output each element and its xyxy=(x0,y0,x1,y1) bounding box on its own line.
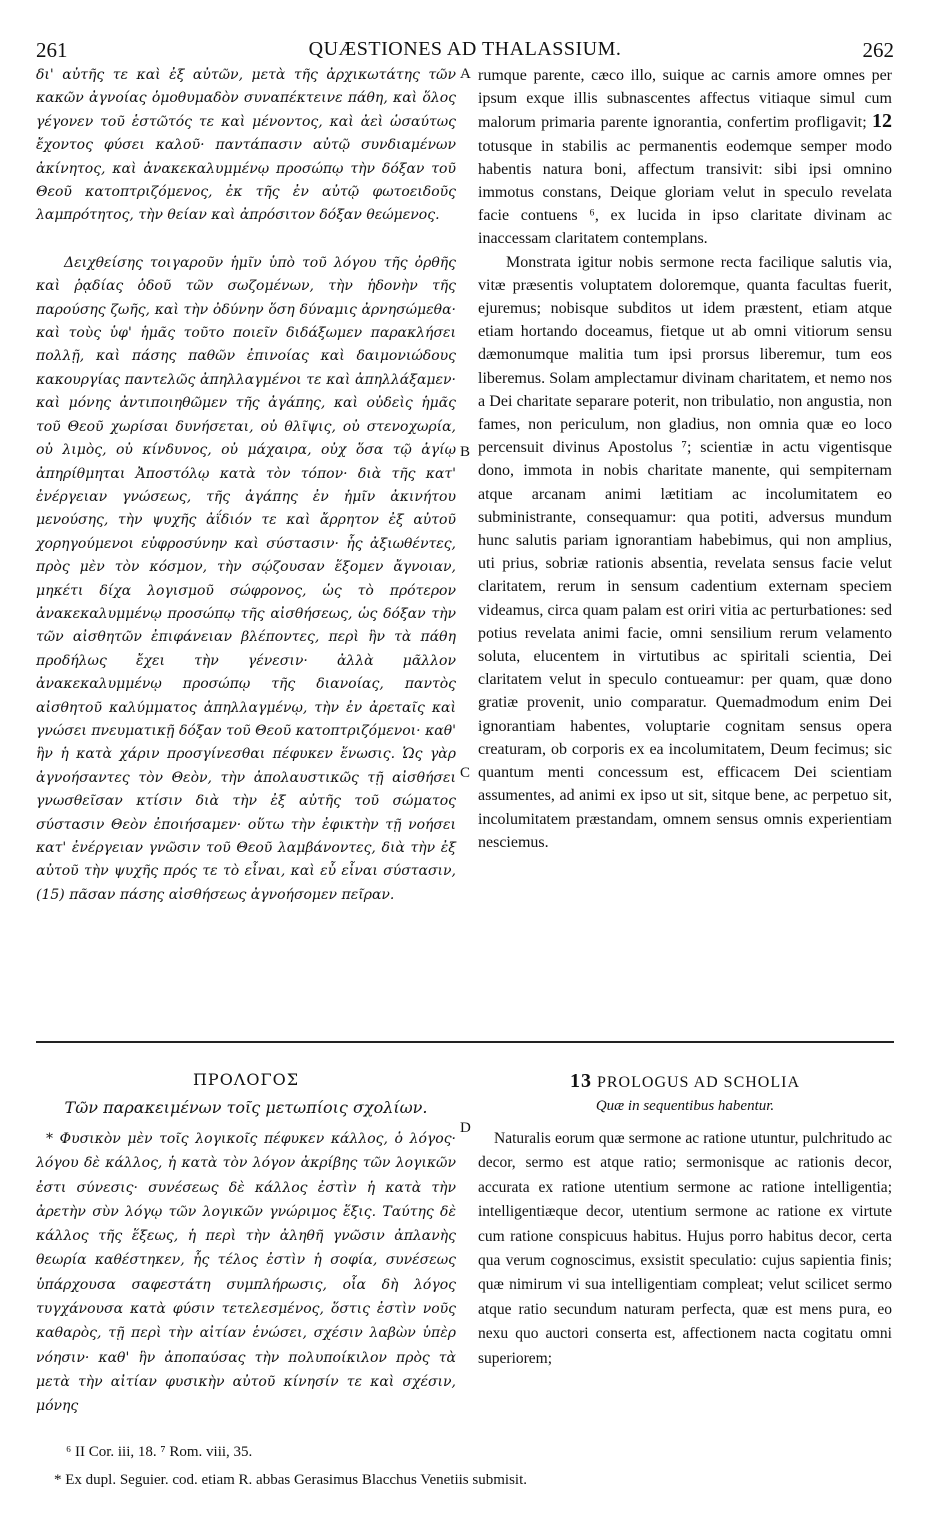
left-page-number: 261 xyxy=(36,38,68,62)
greek-prologue-subtitle: Τῶν παρακειμένων τοῖς μετωπίοις σχολίων. xyxy=(64,1098,428,1117)
greek-column-bottom xyxy=(36,1127,456,1419)
right-page-number: 262 xyxy=(862,38,894,62)
latin-paragraph-2: Monstrata igitur nobis sermone recta facilique salutis via, vitæ præsentis voluptatem doloremque, quanta facultas fuerit, ejuremus; nobisque subditos ut idem præstent, etiam atque etiam hortando doceamus, fietque ut ab omni vitiorum sensu dæmonumque malitia tum ipsi prorsus liberemur, tum eos liberemus. Solam amplectamur divinam charitatem, et nemo nos a Dei charitate separare poterit, non tribulatio, non angustia, non fames, non periculum, non gladius, non omnia quæ eo loco percensuit divinus Apostolus ⁷; scientiæ in actu vigentisque dono, immota in nobis charitate manente, qui sempiternam atque arcanam animi lætitiam ac incolumitatem eo subministrante, consequamur: qua potiti, adversus mundum hunc salutis pariam ignorantiam habebimus, qui non amplius, uti prius, sobriæ rationis absentia, revelata sensus facie velut claritatem, rerum in sensum cadentium externam speciem videamus, circa quam palam est oriri vitia ac perturbationes: sed potius revelata animi facie, omni sensilium rerum velamento soluta, elucentem in virtutibus ac spiritali scientia, Dei claritatem velut in speculo contueamur: per quam, quæ dono gratiæ provenit, unio comparatur. Quemadmodum enim Dei ignorantiam habentes, voluptarie cognitam sensus opera creaturam, ob corporis ex ea incolumitatem, Deum fecimus; sic quantum menti concessum est, efficacem Dei scientiam assumentes, ad animi ex ipso ut sit, sitque bene, ac perpetuo sit, incolumitatem præstandam, omnem sensus omnis experientiam nesciemus. xyxy=(478,253,892,851)
source-footnote: * Ex dupl. Seguier. cod. etiam R. abbas Gerasimus Blacchus Venetiis submisit. xyxy=(54,1472,527,1488)
latin-prologue-subtitle: Quæ in sequentibus habentur. xyxy=(595,1098,775,1114)
margin-letter-c: C xyxy=(460,765,471,781)
margin-letter-d: D xyxy=(460,1120,471,1136)
scripture-footnotes: ⁶ II Cor. iii, 18. ⁷ Rom. viii, 35. xyxy=(66,1444,253,1460)
latin-column-bottom xyxy=(478,1127,892,1371)
margin-letter-a: A xyxy=(460,66,471,82)
greek-paragraph-1: δι' αὐτῆς τε καὶ ἐξ αὐτῶν, μετὰ τῆς ἀρχικωτάτης τῶν κακῶν ἀγνοίας ὁμοθυμαδὸν συναπέκτεινε πάθη, καὶ ὅλος γέγονεν τοῦ ἑστῶτός τε καὶ μένοντος, καὶ ἀεὶ ὡσαύτως ἔχοντος φύσει καλοῦ· παντάπασιν αὐτῷ συνδιαμένων ἀκίνητος, καὶ ἀνακεκαλυμμένῳ προσώπῳ τὴν δόξαν τοῦ Θεοῦ κατοπτριζόμενος, ἐκ τῆς ἐν αὐτῷ φωτοειδοῦς λαμπρότητος, τὴν θείαν καὶ ἀπρόσιτον δόξαν θεώμενος. xyxy=(36,67,456,224)
column-number-12: 12 xyxy=(872,110,893,133)
greek-paragraph-2: Δειχθείσης τοιγαροῦν ἡμῖν ὑπὸ τοῦ λόγου τῆς ὀρθῆς καὶ ῥᾳδίας ὁδοῦ τῶν σωζομένων, τὴν ἡδονὴν τῆς παρούσης ζωῆς, καὶ τὴν ὀδύνην ὅση δύναμις ἀρνησώμεθα· καὶ τοὺς ὑφ' ἡμᾶς τοῦτο ποιεῖν διδάξωμεν παρακλήσει πολλῇ, καὶ πάσης παθῶν ἐπινοίας καὶ δαιμονιώδους κακουργίας παντελῶς ἀπηλλαγμένοι τε καὶ ἀπηλλάξαμεν· καὶ μόνης ἀντιποιηθῶμεν τῆς ἀγάπης, καὶ οὐδεὶς ἡμᾶς τοῦ Θεοῦ χωρίσαι δυνήσεται, οὐ θλῖψις, οὐ στενοχωρία, οὐ λιμὸς, οὐ κίνδυνος, οὐ μάχαιρα, οὐχ ὅσα τῷ ἁγίῳ ἀπηρίθμηται Ἀποστόλῳ κατὰ τὸν τόπον· διὰ τῆς κατ' ἐνέργειαν γνώσεως, τῆς ἀγάπης ἐν ἡμῖν ἀκινήτου μενούσης, τὴν ψυχῆς ἀΐδιόν τε καὶ ἄρρητον ἐξ αὐτοῦ χορηγούμενοι εὐφροσύνην καὶ σύστασιν· ἧς ἀξιωθέντες, πρὸς μὲν τὸν κόσμον, τὴν σῴζουσαν ἕξομεν ἄγνοιαν, μηκέτι δίχα λογισμοῦ σώφρονος, ὡς τὸ πρότερον ἀνακεκαλυμμένῳ προσώπῳ τῆς αἰσθήσεως, ὡς δόξαν τὴν τῶν αἰσθητῶν ἐπιφάνειαν βλέποντες, περὶ ἣν τὰ πάθη προδήλως ἔχει τὴν γένεσιν· ἀλλὰ μᾶλλον ἀνακεκαλυμμένῳ προσώπῳ τῆς διανοίας, παντὸς αἰσθητοῦ καλύμματος ἀπηλλαγμένῳ, τὴν ἐν ἀρεταῖς καὶ γνώσει πνευματικῇ δόξαν τοῦ Θεοῦ κατοπτριζόμενοι· καθ' ἣν ἡ κατὰ χάριν προσγίνεσθαι πέφυκεν ἕνωσις. Ὡς γὰρ ἀγνοήσαντες τὸν Θεὸν, τὴν ἀπολαυστικῶς τῇ αἰσθήσει γνωσθεῖσαν κτίσιν διὰ τὴν ἐξ αὐτῆς τοῦ σώματος σύστασιν Θεὸν ἐποιήσαμεν· οὕτω τὴν ἐφικτὴν τῇ νοήσει κατ' ἐνέργειαν γνῶσιν τοῦ Θεοῦ λαμβάνοντες, διὰ τὴν ἐξ αὐτοῦ τὴν ψυχῆς πρός τε τὸ εἶναι, καὶ εὖ εἶναι σύστασιν, (15) πᾶσαν πάσης αἰσθήσεως ἀγνοήσομεν πεῖραν. xyxy=(36,254,456,903)
greek-prologue-text: * Φυσικὸν μὲν τοῖς λογικοῖς πέφυκεν κάλλος, ὁ λόγος· λόγου δὲ κάλλος, ἡ κατὰ τὸν λόγον ἀκρίβης τῶν λογικῶν ἐστι σύνεσις· συνέσεως δὲ κάλλος ἐστὶν ἡ κατὰ τὴν ἀρετὴν σὺν λόγῳ τῶν λογικῶν γνώριμος ἕξις. Ταύτης δὲ κάλλος τῆς ἕξεως, ἡ περὶ τὴν ἀληθῆ γνῶσιν ἀπλανὴς θεωρία καθέστηκεν, ἧς τέλος ἐστὶν ἡ σοφία, συνέσεως ὑπάρχουσα σαφεστάτη συμπλήρωσις, οἷα δὴ λόγος τυγχάνουσα κατὰ φύσιν τετελεσμένος, ὅστις ἐστὶν νοῦς καθαρὸς, τῇ περὶ τὴν αἰτίαν ἑνώσει, σχέσιν λαβὼν ὑπὲρ νόησιν· καθ' ἣν ἀποπαύσας τὴν πολυποίκιλον πρὸς τὰ μετὰ τὴν αἰτίαν φυσικὴν αὐτοῦ κίνησίν τε καὶ σχέσιν, μόνης xyxy=(36,1131,456,1415)
greek-prologue-title: ΠΡΟΛΟΓΟΣ xyxy=(192,1070,300,1089)
latin-prologue-title: PROLOGUS AD SCHOLIA xyxy=(596,1074,801,1091)
running-header xyxy=(36,38,894,62)
running-title: QUÆSTIONES AD THALASSIUM. xyxy=(308,38,622,60)
latin-paragraph-1 xyxy=(478,64,892,251)
section-divider xyxy=(36,1041,894,1043)
latin-prologue-heading xyxy=(478,1070,892,1093)
latin-column-top xyxy=(478,64,892,854)
latin-prologue-text: Naturalis eorum quæ sermone ac ratione utuntur, pulchritudo ac decor, sermo est atque ratio; sermonisque ac rationis decor, accurata ex ratione utentium sermone ac ratione intelligentia; intelligentiæque decor, utentium sermone ac ratione ex virtute cum ratione conspicuus habitus. Hujus porro habitus decor, certa qua verum cognoscimus, exsistit speculatio: cujus sapientia finis; quæ nimirum vi sua intelligentiam compleat; velut scilicet sermo atque ratio secundum naturam perfecta, quæ est mens pura, eo nexu quo auctori conserta est, affectionem nacta cogitatu omni superiorem; xyxy=(478,1130,892,1367)
margin-letter-b: B xyxy=(460,444,471,460)
greek-column-top xyxy=(36,64,456,907)
column-number-13: 13 xyxy=(569,1070,592,1092)
latin-paragraph-1-part-a: rumque parente, cæco illo, suique ac carnis amore omnes per ipsum exque illis subnascentes affectus vitiaque simul cum malorum primaria parente ignorantia, confertim profligavit; xyxy=(478,67,892,132)
latin-paragraph-1-part-b: totusque in stabilis ac permanentis eodemque semper modo habentis natura boni, affectum transivit: sibi ipsi omnino immotus constans, Deique gloriam velut in speculo revelata facie contuens ⁶, ex lucida in ipso claritate divinam ac inaccessam claritatem contemplans. xyxy=(478,137,892,248)
